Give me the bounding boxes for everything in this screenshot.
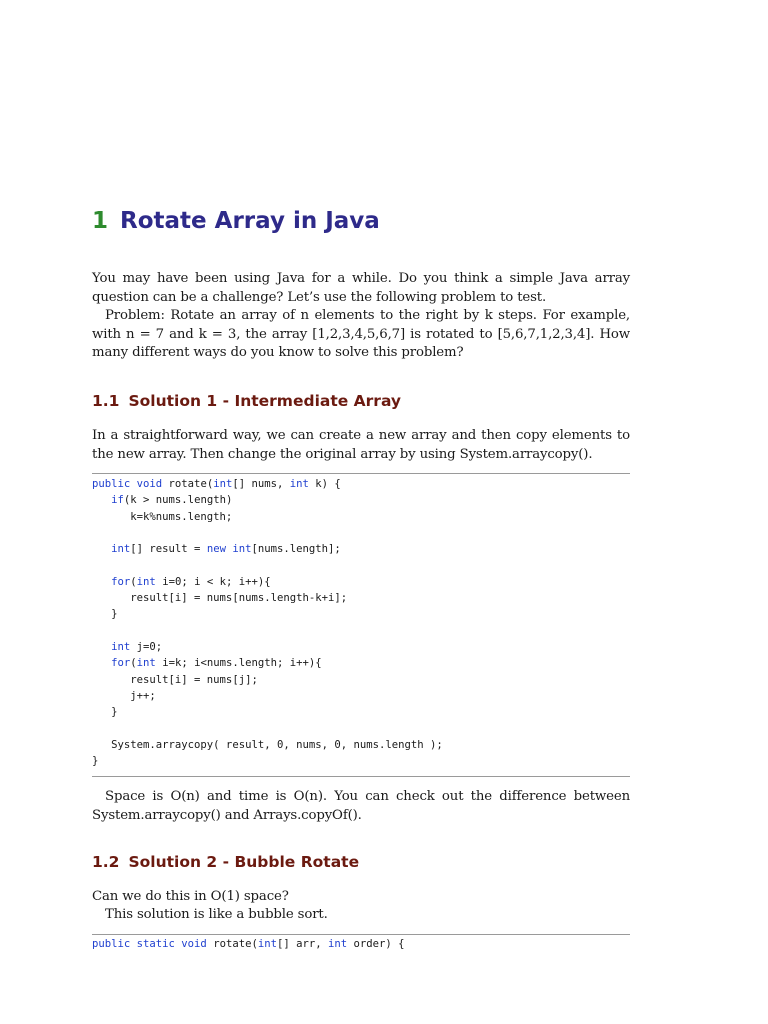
code-keyword: for bbox=[111, 657, 131, 670]
code-keyword: for bbox=[111, 575, 131, 588]
code-line bbox=[92, 557, 630, 573]
code-text: } bbox=[92, 608, 118, 621]
code-text: j++; bbox=[92, 689, 156, 702]
code-line bbox=[92, 639, 630, 655]
code-line bbox=[92, 688, 630, 704]
section-1-title: Solution 1 - Intermediate Array bbox=[128, 392, 402, 410]
code-keyword: int bbox=[111, 543, 131, 556]
intro-paragraph-2: Problem: Rotate an array of n elements to the right by k steps. For example, with n = 7 and k = 3, the array [1,2,3,4,5,6,7] is rotated to [5,6,7,1,2,3,4]. How many different ways do you know to solve this problem? bbox=[92, 308, 630, 360]
code-block-2 bbox=[92, 936, 630, 952]
code-line bbox=[92, 541, 630, 557]
code-line bbox=[92, 655, 630, 671]
code-text: } bbox=[92, 755, 99, 768]
section-1-number: 1.1 bbox=[92, 392, 120, 410]
code-text bbox=[92, 657, 111, 669]
section-2-paragraph-1: Can we do this in O(1) space? bbox=[92, 889, 289, 904]
section-1-paragraph: In a straightforward way, we can create a new array and then copy elements to the new array. Then change the original array by using System.arraycopy(). bbox=[92, 428, 630, 462]
code-line bbox=[92, 590, 630, 606]
intro-paragraph-1: You may have been using Java for a while. Do you think a simple Java array question can be a challenge? Let’s use the following problem to test. bbox=[92, 271, 630, 305]
section-2-heading bbox=[92, 853, 359, 871]
chapter-title: Rotate Array in Java bbox=[120, 208, 380, 234]
section-1-after-paragraph: Space is O(n) and time is O(n). You can check out the difference between System.arraycopy() and Arrays.copyOf(). bbox=[92, 789, 630, 823]
code-text bbox=[92, 641, 111, 653]
section-2-number: 1.2 bbox=[92, 853, 120, 871]
code-text: rotate( bbox=[162, 478, 214, 490]
section-1-heading bbox=[92, 392, 401, 410]
code-line bbox=[92, 492, 630, 508]
code-text: rotate( bbox=[206, 938, 258, 950]
code-keyword: public void bbox=[92, 478, 163, 490]
code-keyword: int bbox=[257, 938, 277, 950]
code-bottom-rule bbox=[92, 776, 630, 777]
code-line bbox=[92, 623, 630, 639]
code-keyword: int bbox=[136, 657, 156, 670]
code-line bbox=[92, 936, 630, 952]
chapter-heading bbox=[92, 208, 380, 234]
code-text: i=k; i<nums.length; i++){ bbox=[155, 657, 322, 670]
code-keyword: new int bbox=[206, 543, 252, 556]
code-line bbox=[92, 476, 630, 492]
code-text: ( bbox=[130, 575, 137, 588]
code-text: } bbox=[92, 706, 118, 719]
code-keyword: int bbox=[328, 938, 348, 950]
code-text: k) { bbox=[308, 478, 341, 490]
code-line bbox=[92, 704, 630, 720]
code-line bbox=[92, 509, 630, 525]
code-line bbox=[92, 737, 630, 753]
code-line bbox=[92, 606, 630, 622]
code-text: [nums.length]; bbox=[251, 543, 341, 556]
code-text bbox=[92, 576, 111, 588]
code-text: [] nums, bbox=[232, 478, 290, 490]
code-text: result[i] = nums[j]; bbox=[92, 673, 258, 686]
code-text: k=k%nums.length; bbox=[92, 510, 233, 523]
section-2-title: Solution 2 - Bubble Rotate bbox=[128, 853, 360, 871]
code-block-1 bbox=[92, 476, 630, 769]
chapter-number: 1 bbox=[92, 208, 109, 234]
code-text bbox=[92, 543, 111, 555]
code-text: ( bbox=[130, 657, 137, 670]
code-keyword: int bbox=[289, 478, 309, 490]
code-text: order) { bbox=[347, 938, 405, 950]
code-line bbox=[92, 525, 630, 541]
code-line bbox=[92, 753, 630, 769]
code-text: [] result = bbox=[130, 543, 207, 556]
code-line bbox=[92, 720, 630, 736]
code-text bbox=[92, 494, 111, 506]
code-keyword: int bbox=[136, 575, 156, 588]
code-keyword: int bbox=[213, 478, 233, 490]
code-top-rule bbox=[92, 473, 630, 474]
code-text: (k > nums.length) bbox=[123, 494, 233, 507]
code-text: j=0; bbox=[130, 640, 163, 653]
code-keyword: public static void bbox=[92, 938, 207, 950]
code-line bbox=[92, 672, 630, 688]
code-text: System.arraycopy( result, 0, nums, 0, nums.length ); bbox=[92, 738, 443, 751]
code-keyword: int bbox=[111, 640, 131, 653]
code-line bbox=[92, 574, 630, 590]
code-keyword: if bbox=[111, 494, 124, 507]
code-text: [] arr, bbox=[276, 938, 329, 950]
section-2-paragraph-2: This solution is like a bubble sort. bbox=[105, 907, 328, 922]
code-2-top-rule bbox=[92, 934, 630, 935]
code-text: result[i] = nums[nums.length-k+i]; bbox=[92, 592, 348, 605]
code-text: i=0; i < k; i++){ bbox=[155, 575, 271, 588]
